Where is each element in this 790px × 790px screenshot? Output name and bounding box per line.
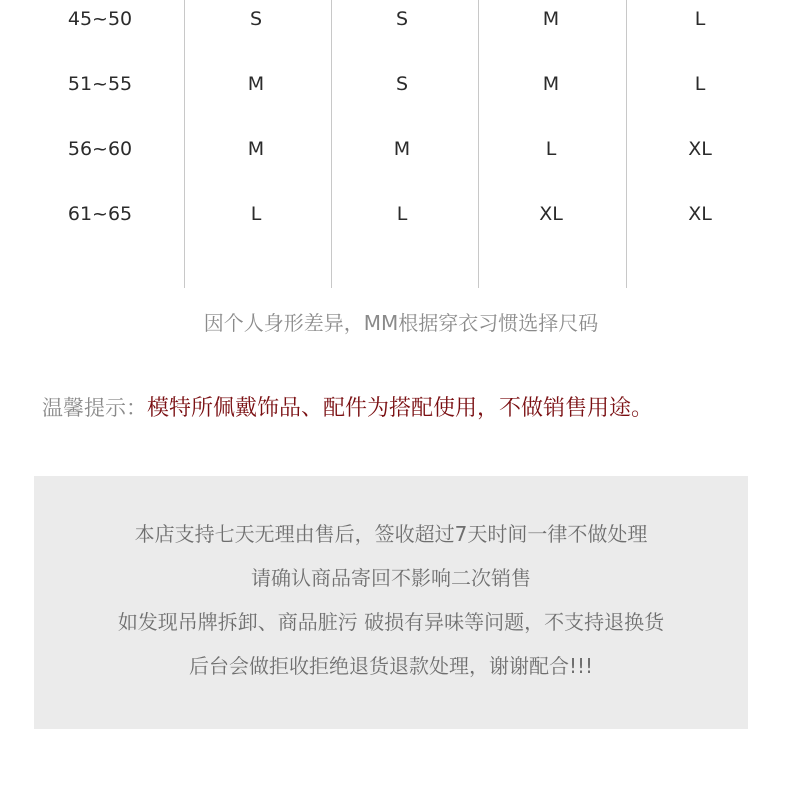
tip-line <box>42 390 653 426</box>
table-row <box>0 1 790 37</box>
size-cell: XL <box>688 138 712 160</box>
size-cell: M <box>247 138 265 160</box>
policy-line: 请确认商品寄回不影响二次销售 <box>251 566 531 590</box>
size-cell: M <box>542 8 560 30</box>
weight-range-label: 56~60 <box>67 138 133 160</box>
size-cell: M <box>542 73 560 95</box>
size-cell: XL <box>688 203 712 225</box>
size-cell: M <box>247 73 265 95</box>
return-policy-box <box>34 476 748 729</box>
size-table <box>0 0 790 288</box>
size-cell: S <box>395 73 409 95</box>
size-cell: S <box>395 8 409 30</box>
table-row <box>0 196 790 232</box>
weight-range-label: 61~65 <box>67 203 133 225</box>
size-cell: L <box>545 138 557 160</box>
size-cell: L <box>694 8 706 30</box>
table-row <box>0 131 790 167</box>
weight-range-label: 51~55 <box>67 73 133 95</box>
size-cell: L <box>250 203 262 225</box>
size-cell: XL <box>539 203 563 225</box>
policy-line: 如发现吊牌拆卸、商品脏污 破损有异味等问题，不支持退换货 <box>117 610 665 634</box>
size-cell: L <box>396 203 408 225</box>
tip-label: 温馨提示： <box>42 396 147 420</box>
fit-note: 因个人身形差异，MM根据穿衣习惯选择尺码 <box>203 311 599 335</box>
size-cell: S <box>249 8 263 30</box>
size-cell: L <box>694 73 706 95</box>
tip-text: 模特所佩戴饰品、配件为搭配使用，不做销售用途。 <box>147 396 654 421</box>
table-row <box>0 66 790 102</box>
policy-line: 后台会做拒收拒绝退货退款处理，谢谢配合!!! <box>188 654 594 678</box>
policy-line: 本店支持七天无理由售后，签收超过7天时间一律不做处理 <box>134 522 648 546</box>
size-cell: M <box>393 138 411 160</box>
weight-range-label: 45~50 <box>67 8 133 30</box>
